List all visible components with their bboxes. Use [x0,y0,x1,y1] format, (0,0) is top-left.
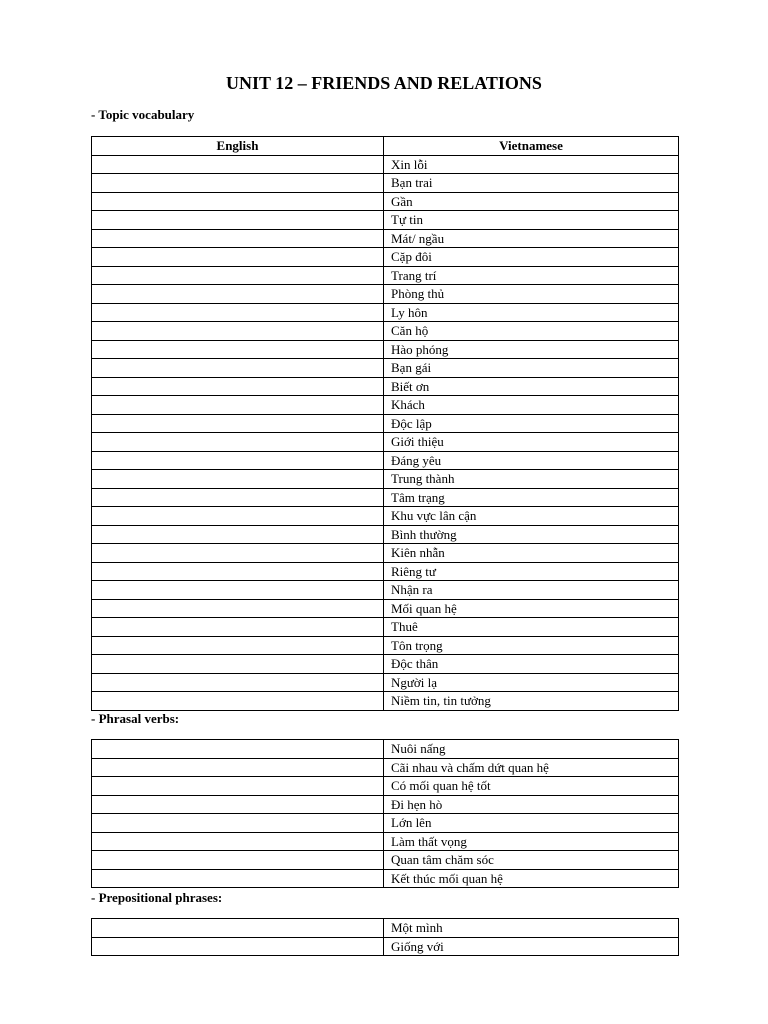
english-cell [92,211,384,230]
vietnamese-cell: Đáng yêu [384,451,679,470]
table-row [92,544,679,563]
vietnamese-cell: Kết thúc mối quan hệ [384,869,679,888]
prepositional-phrases-table [91,918,679,956]
phrasal-verbs-rows [92,740,679,888]
table-row [92,285,679,304]
english-cell [92,599,384,618]
table-row [92,211,679,230]
vietnamese-cell: Lớn lên [384,814,679,833]
table-header-row [92,137,679,156]
vietnamese-cell: Khu vực lân cận [384,507,679,526]
vietnamese-cell: Độc lập [384,414,679,433]
table-row [92,303,679,322]
table-row [92,359,679,378]
english-cell [92,562,384,581]
english-cell [92,433,384,452]
english-cell [92,248,384,267]
vietnamese-cell: Thuê [384,618,679,637]
english-cell [92,851,384,870]
phrasal-verbs-table [91,739,679,888]
vietnamese-cell: Nhận ra [384,581,679,600]
english-cell [92,340,384,359]
vietnamese-cell: Đi hẹn hò [384,795,679,814]
english-cell [92,414,384,433]
english-cell [92,155,384,174]
table-row [92,155,679,174]
column-header-vietnamese: Vietnamese [384,137,679,156]
vietnamese-cell: Gần [384,192,679,211]
english-cell [92,229,384,248]
english-cell [92,832,384,851]
english-cell [92,525,384,544]
vietnamese-cell: Niềm tin, tin tưởng [384,692,679,711]
page-title: UNIT 12 – FRIENDS AND RELATIONS [226,73,542,93]
english-cell [92,795,384,814]
table-row [92,340,679,359]
table-row [92,192,679,211]
vietnamese-cell: Giới thiệu [384,433,679,452]
english-cell [92,814,384,833]
table-row [92,692,679,711]
column-header-english: English [92,137,384,156]
table-row [92,655,679,674]
section-heading-prepositional-phrases: - Prepositional phrases: [91,890,223,905]
table-row [92,581,679,600]
english-cell [92,451,384,470]
vietnamese-cell: Phòng thủ [384,285,679,304]
section-heading-phrasal-verbs: - Phrasal verbs: [91,711,180,726]
table-row [92,451,679,470]
english-cell [92,618,384,637]
english-cell [92,673,384,692]
vietnamese-cell: Trang trí [384,266,679,285]
table-row [92,758,679,777]
english-cell [92,322,384,341]
table-row [92,673,679,692]
vietnamese-cell: Người lạ [384,673,679,692]
vietnamese-cell: Bạn gái [384,359,679,378]
vietnamese-cell: Một mình [384,919,679,938]
topic-vocabulary-rows [92,155,679,710]
table-row [92,248,679,267]
english-cell [92,544,384,563]
table-row [92,414,679,433]
english-cell [92,740,384,759]
vietnamese-cell: Độc thân [384,655,679,674]
english-cell [92,488,384,507]
vietnamese-cell: Riêng tư [384,562,679,581]
english-cell [92,303,384,322]
table-row [92,377,679,396]
vietnamese-cell: Trung thành [384,470,679,489]
table-row [92,525,679,544]
english-cell [92,919,384,938]
english-cell [92,266,384,285]
vietnamese-cell: Mối quan hệ [384,599,679,618]
table-row [92,396,679,415]
vietnamese-cell: Bạn trai [384,174,679,193]
english-cell [92,507,384,526]
vietnamese-cell: Giống với [384,937,679,956]
table-row [92,266,679,285]
topic-vocabulary-table [91,136,679,711]
english-cell [92,655,384,674]
vietnamese-cell: Kiên nhẫn [384,544,679,563]
prepositional-phrases-rows [92,919,679,956]
vietnamese-cell: Tự tin [384,211,679,230]
english-cell [92,937,384,956]
table-row [92,814,679,833]
vietnamese-cell: Cãi nhau và chấm dứt quan hệ [384,758,679,777]
vietnamese-cell: Có mối quan hệ tốt [384,777,679,796]
english-cell [92,581,384,600]
vietnamese-cell: Căn hộ [384,322,679,341]
english-cell [92,359,384,378]
vietnamese-cell: Cặp đôi [384,248,679,267]
english-cell [92,869,384,888]
english-cell [92,285,384,304]
english-cell [92,377,384,396]
vietnamese-cell: Quan tâm chăm sóc [384,851,679,870]
table-row [92,618,679,637]
english-cell [92,192,384,211]
table-row [92,636,679,655]
english-cell [92,692,384,711]
table-row [92,470,679,489]
vietnamese-cell: Khách [384,396,679,415]
table-row [92,433,679,452]
table-row [92,229,679,248]
vietnamese-cell: Mát/ ngầu [384,229,679,248]
table-row [92,851,679,870]
table-row [92,174,679,193]
english-cell [92,470,384,489]
table-row [92,322,679,341]
english-cell [92,396,384,415]
english-cell [92,777,384,796]
table-row [92,937,679,956]
table-row [92,488,679,507]
vietnamese-cell: Tâm trạng [384,488,679,507]
table-row [92,777,679,796]
table-row [92,740,679,759]
table-row [92,507,679,526]
vietnamese-cell: Làm thất vọng [384,832,679,851]
vietnamese-cell: Hào phóng [384,340,679,359]
table-row [92,562,679,581]
section-heading-topic-vocabulary: - Topic vocabulary [91,107,195,122]
vietnamese-cell: Ly hôn [384,303,679,322]
table-row [92,832,679,851]
table-row [92,919,679,938]
vietnamese-cell: Nuôi nấng [384,740,679,759]
english-cell [92,636,384,655]
table-row [92,869,679,888]
english-cell [92,758,384,777]
table-row [92,599,679,618]
english-cell [92,174,384,193]
vietnamese-cell: Bình thường [384,525,679,544]
vietnamese-cell: Tôn trọng [384,636,679,655]
table-row [92,795,679,814]
vietnamese-cell: Xin lỗi [384,155,679,174]
vietnamese-cell: Biết ơn [384,377,679,396]
